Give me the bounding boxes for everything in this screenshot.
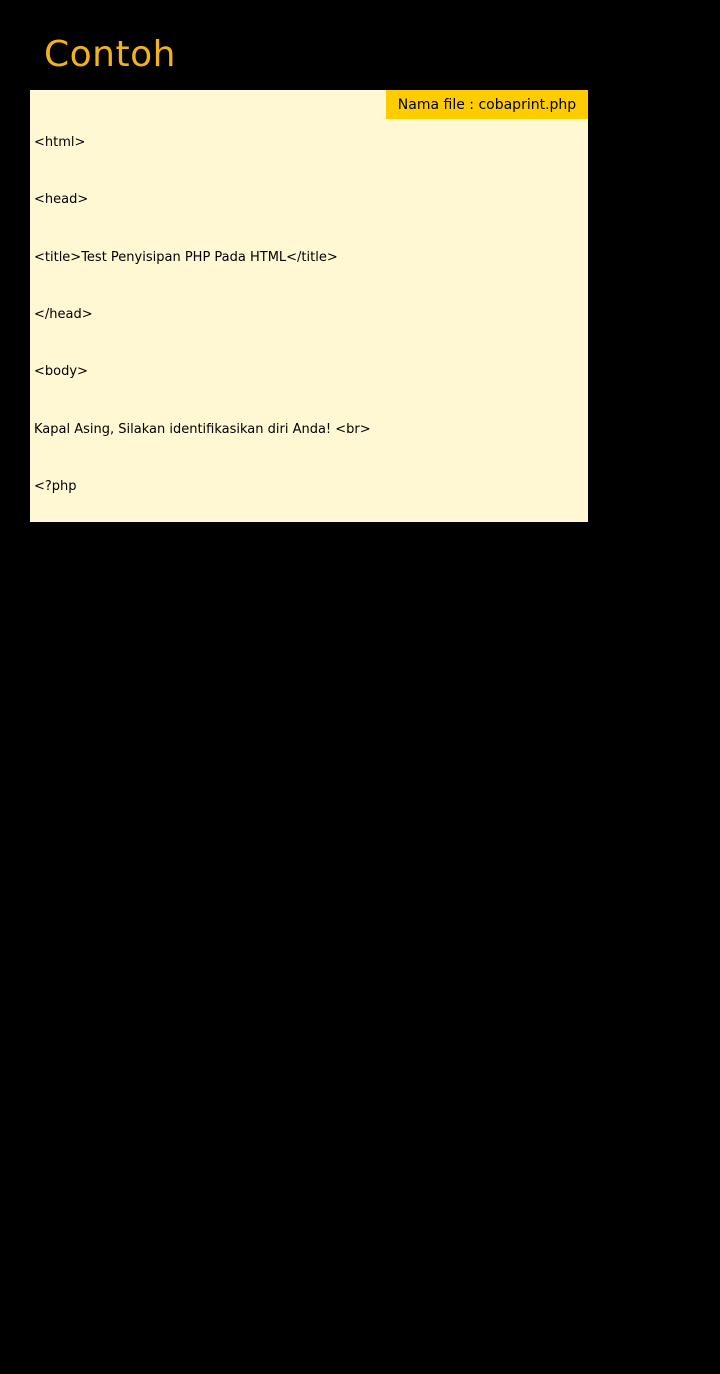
code-line: ?>	[34, 765, 52, 781]
slide-title: Contoh	[44, 34, 176, 75]
code-line: $namad = "Bejo";	[34, 593, 152, 609]
code-block	[30, 90, 588, 1354]
code-text: print "Saya",	[54, 1051, 141, 1067]
code-line: <title>Test Penyisipan PHP Pada HTML</title>	[34, 249, 338, 265]
code-line: </body>	[34, 1280, 93, 1296]
code-line: </html>	[34, 1338, 90, 1354]
code-line-with-underline	[34, 1050, 588, 1069]
code-line: <head>	[34, 192, 89, 208]
code-line: echo "saya", $namad,$namat,$namab;	[34, 1166, 290, 1182]
code-line: ?>	[34, 1223, 52, 1239]
code-line: print("Saya $namad,$namat,$namab,kapten kapal.</b>");	[54, 937, 439, 953]
code-line: // Berikut ini adalah inisiasi beberapa variabel	[34, 536, 333, 552]
code-line: <b>Ini adalah kapal Federasi Planet USS Enterprise.<br>	[34, 822, 412, 838]
code-line: $namab = "Negoro";	[34, 708, 170, 723]
code-line: <?php	[34, 478, 77, 494]
code-line: // contoh print tidak bisa menampilkan data seperti dibawah ini	[54, 994, 468, 1010]
code-line: $namat = "Noto";	[34, 650, 151, 666]
code-comment: // apabila di run akan terjadi kesalahan	[310, 1051, 569, 1067]
code-line: Kapal Asing, Silakan identifikasikan diri Anda! <br>	[34, 421, 371, 437]
code-line: <?php	[34, 879, 77, 895]
code-line: <body>	[34, 364, 88, 380]
code-line: echo "<br>";	[34, 1108, 122, 1124]
underlined-code: $namad,$namat,$namab;	[140, 1051, 311, 1067]
code-line: </head>	[34, 307, 93, 323]
code-line: <html>	[34, 135, 86, 151]
file-name-label: Nama file : cobaprint.php	[386, 90, 588, 119]
